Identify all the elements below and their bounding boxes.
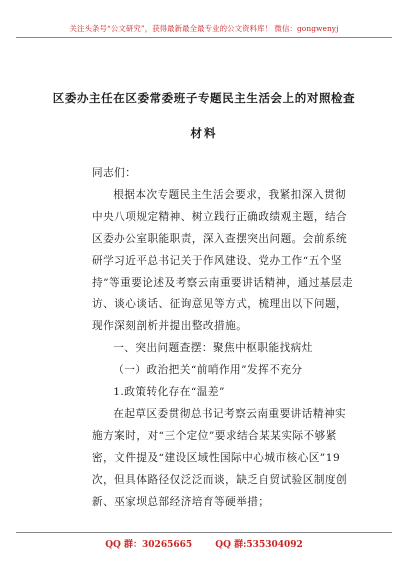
header-divider xyxy=(16,37,392,38)
item-heading: 1.政策转化存在“温差” xyxy=(113,386,225,399)
document-body xyxy=(92,163,354,514)
subsection-heading: （一）政治把关“前哨作用”发挥不充分 xyxy=(113,364,303,377)
footer xyxy=(0,537,408,550)
footer-divider xyxy=(16,532,392,533)
document-title-continuation: 材料 xyxy=(190,126,218,140)
document-title: 区委办主任在区委常委班子专题民主生活会上的对照检查 xyxy=(52,91,356,105)
salutation: 同志们： xyxy=(92,167,137,179)
intro-paragraph: 根据本次专题民主生活会要求，我紧扣深入贯彻中央八项规定精神、树立践行正确政绩观主题，结合区委办公室职能职责，深入查摆突出问题。会前系统研学习近平总书记关于作风建设、党办工作“五个坚持”等重要论述及考察云南重要讲话精神，通过基层走访、谈心谈话、征询意见等方式，梳理出以下问题，现作深刻剖析并提出整改措施。 xyxy=(92,188,354,333)
footer-qq-group-1: QQ 群：30265665 xyxy=(105,540,193,550)
footer-qq-group-2: QQ 群:535304092 xyxy=(215,540,303,550)
body-paragraph: 在起草区委贯彻总书记考察云南重要讲话精神实施方案时，对“三个定位”要求结合某某实际不够紧密，文件提及“建设区域性国际中心城市核心区”19次，但具体路径仅泛泛而谈，缺乏自贸试验区制度创新、巫家坝总部经济培育等硬举措； xyxy=(92,407,348,508)
header-banner: 关注头条号“公文研究”，获得最新最全最专业的公文资料库！ 微信：gongwenyj xyxy=(69,24,339,33)
section-heading: 一、突出问题查摆：聚焦中枢职能找病灶 xyxy=(113,342,313,355)
